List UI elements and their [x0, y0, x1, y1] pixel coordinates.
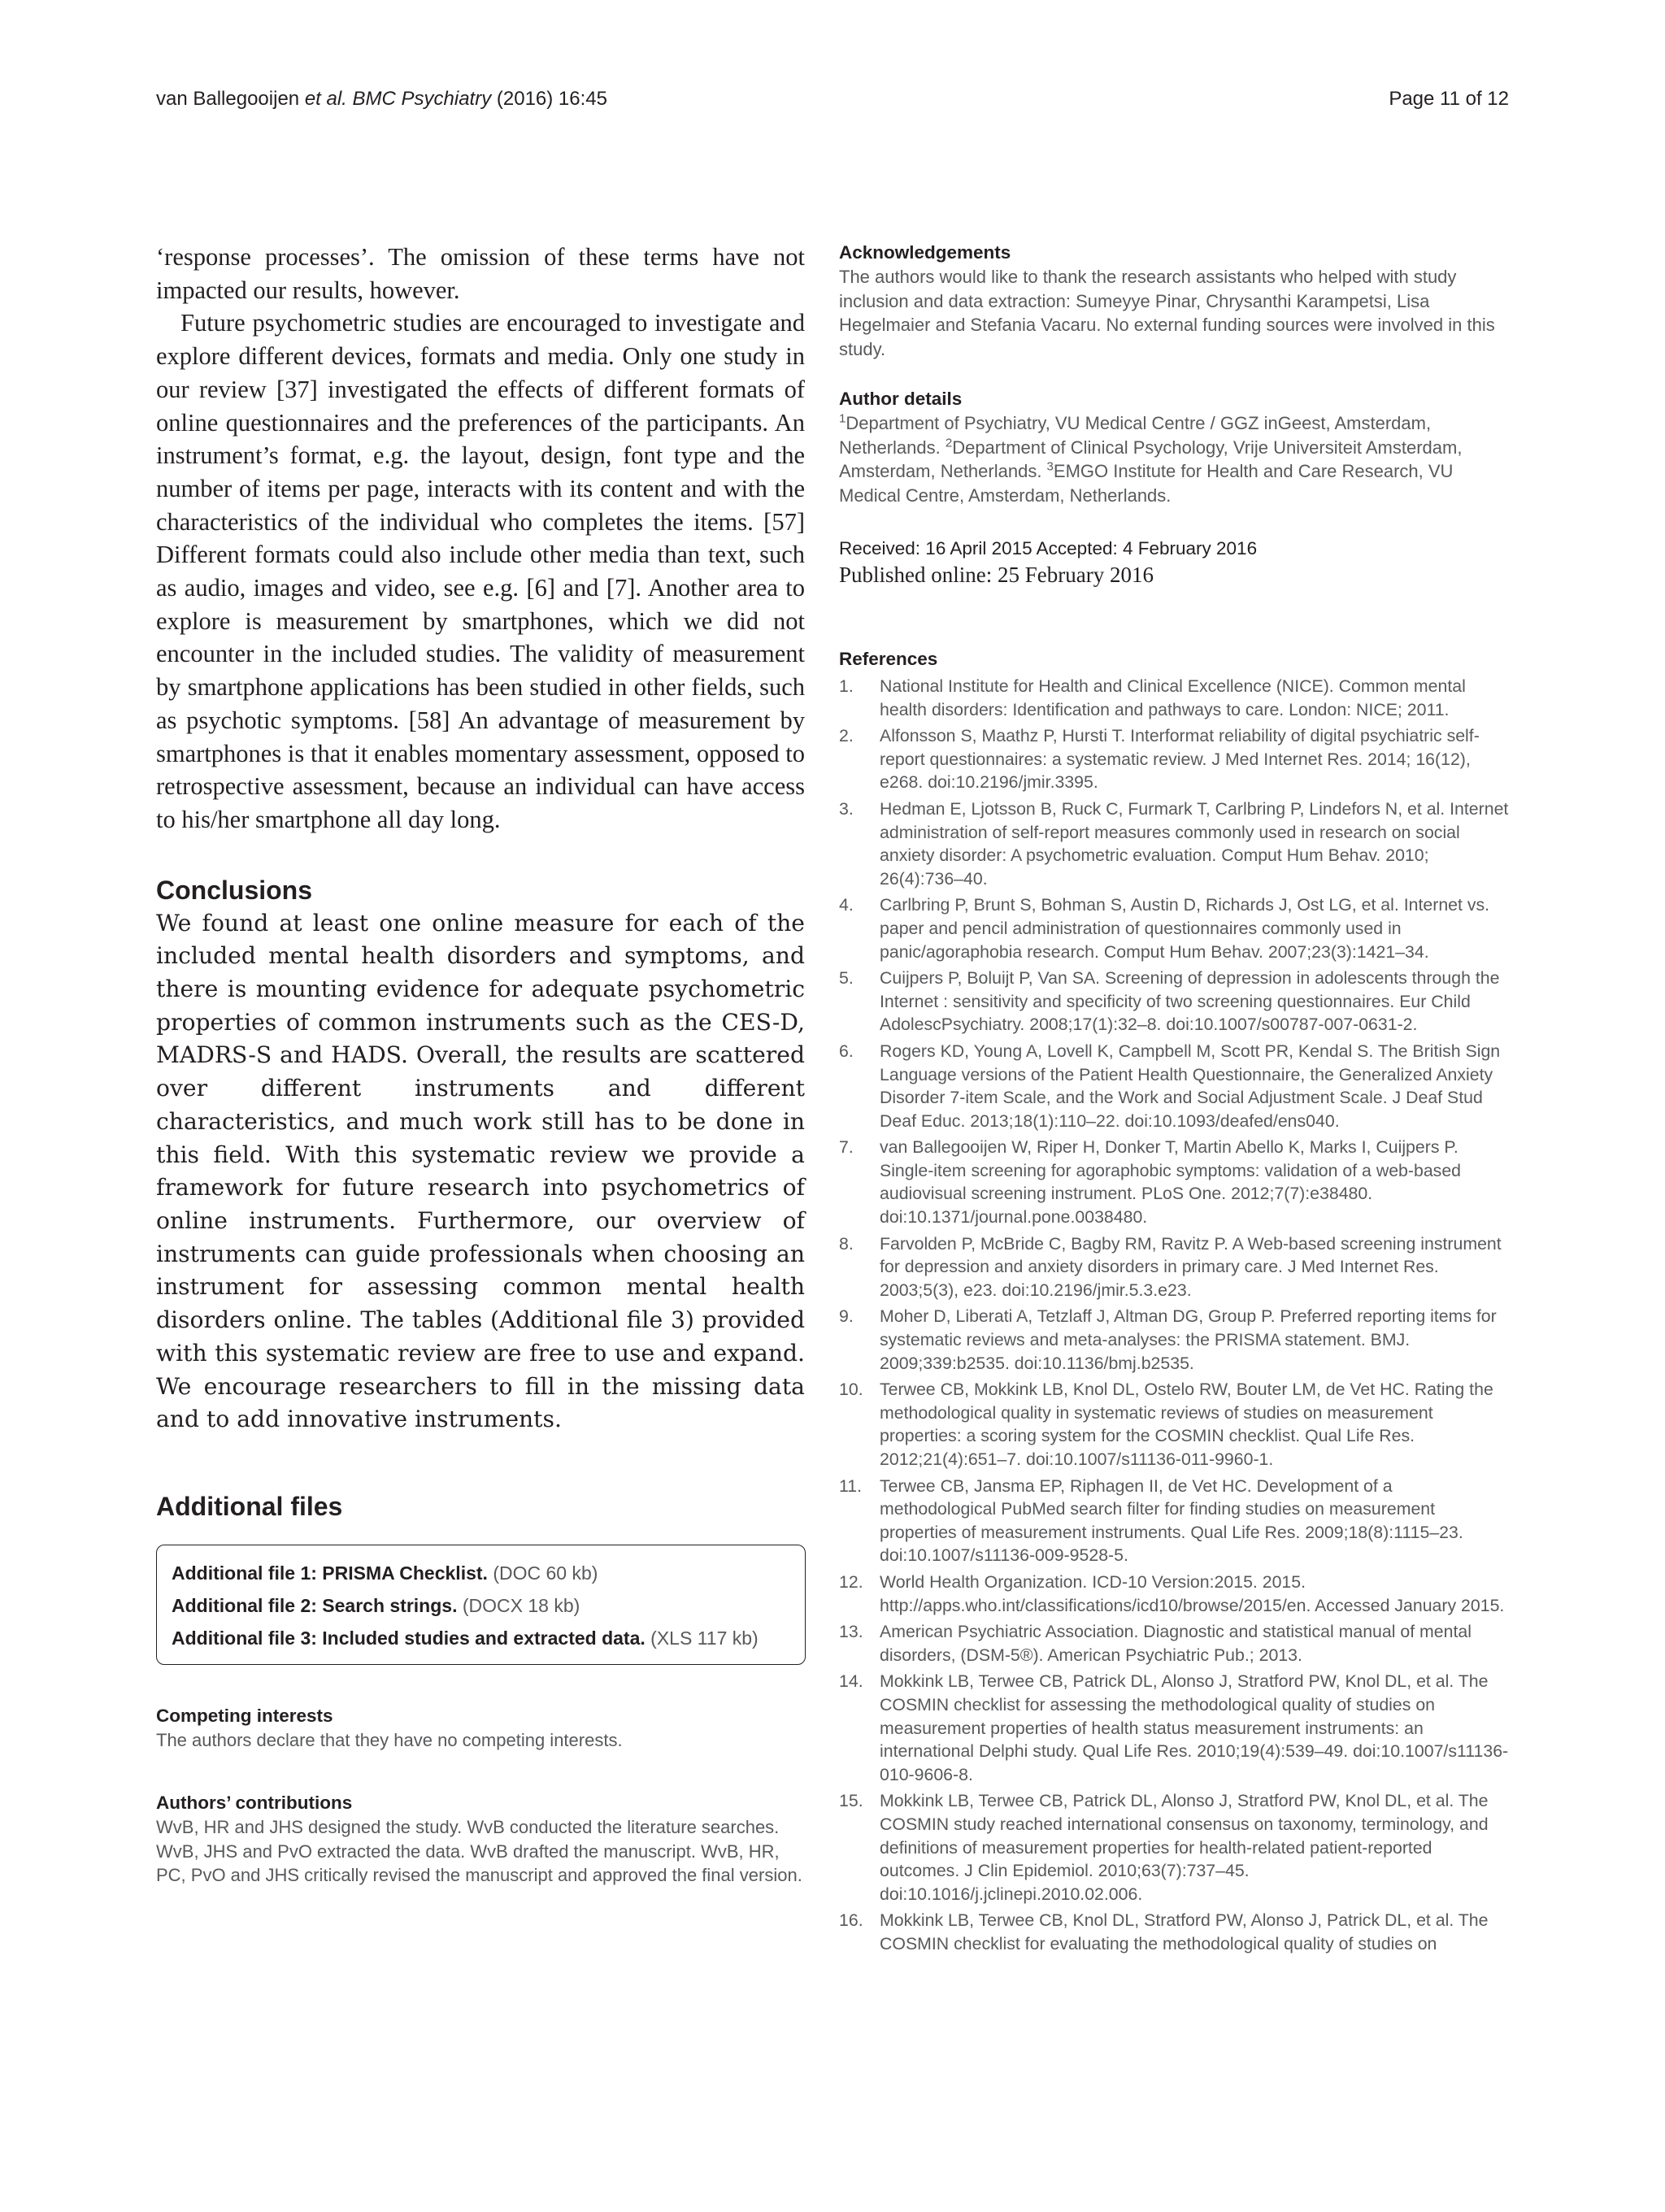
reference-number: 7.: [839, 1137, 854, 1158]
author-details-heading: Author details: [839, 389, 963, 409]
additional-file-label: Additional file 1: PRISMA Checklist.: [172, 1562, 488, 1584]
body-paragraph: Future psychometric studies are encouraged to investigate and explore different devices, formats and media. Only one study in our review [37] investigated the effects of different formats of online questionnaires and the preferences of the participants. An instrument’s format, e.g. the layout, design, font type and the number of items per page, interacts with its content and with the characteristics of the individual who completes the items. [57] Different formats could also include other media than text, such as audio, images and video, see e.g. [6] and [7]. Another area to explore is measurement by smartphones, which we did not encounter in the included studies. The validity of measurement by smartphone applications has been studied in other fields, such as psychotic symptoms. [58] An advantage of measurement by smartphones is that it enables momentary assessment, opposed to retrospective assessment, because an individual can have access to his/her smartphone all day long.: [156, 309, 805, 833]
reference-item: [839, 1232, 1511, 1302]
page-number: Page 11 of 12: [1389, 88, 1509, 110]
authors-contributions-text: WvB, HR and JHS designed the study. WvB conducted the literature searches. WvB, JHS and PvO extracted the data. WvB drafted the manuscript. WvB, HR, PC, PvO and JHS critically revised the manuscript and approved the final version.: [156, 1817, 802, 1886]
reference-item: [839, 1909, 1511, 1955]
body-paragraph: ‘response processes’. The omission of these terms have not impacted our results, however.: [156, 243, 805, 304]
reference-number: 15.: [839, 1791, 863, 1811]
reference-item: [839, 1136, 1511, 1228]
reference-text: van Ballegooijen W, Riper H, Donker T, Martin Abello K, Marks I, Cuijpers P. Single-item screening for agoraphobic symptoms: validation of a web-based audiovisual screening instrument. PLoS One. 2012;7(7):e38480. doi:10.1371/journal.pone.0038480.: [880, 1137, 1462, 1228]
citation-authors: van Ballegooijen: [156, 88, 305, 110]
additional-files-heading: Additional files: [156, 1491, 343, 1521]
affil-sup: 2: [945, 436, 953, 450]
affil-sup: 1: [839, 411, 846, 426]
reference-item: [839, 1475, 1511, 1567]
acknowledgements-text: The authors would like to thank the research assistants who helped with study inclusion and data extraction: Sumeyye Pinar, Chrysanthi Karampetsi, Lisa Hegelmaier and Stefania Vacaru. No external funding sources were involved in this study.: [839, 267, 1495, 359]
reference-item: [839, 1040, 1511, 1132]
right-column: [839, 241, 1511, 1958]
reference-number: 10.: [839, 1380, 863, 1400]
reference-item: [839, 1620, 1511, 1667]
reference-number: 9.: [839, 1306, 854, 1327]
additional-file-meta: (XLS 117 kb): [645, 1627, 759, 1649]
reference-number: 3.: [839, 798, 854, 819]
reference-text: Cuijpers P, Boluijt P, Van SA. Screening of depression in adolescents through the Internet : sensitivity and specificity of two screening questionnaires. Eur Child AdolescPsychiatry. 2008;17(1):32–8. doi:10.1007/s00787-007-0631-2.: [880, 968, 1500, 1035]
reference-number: 6.: [839, 1041, 854, 1061]
left-column: [156, 241, 805, 1888]
reference-number: 1.: [839, 676, 854, 696]
citation-rest: (2016) 16:45: [491, 88, 607, 110]
running-header: [156, 88, 1509, 120]
acknowledgements-heading: Acknowledgements: [839, 242, 1011, 263]
affil-text: EMGO Institute for Health and Care Research, VU Medical Centre, Amsterdam, Netherlands.: [839, 461, 1454, 506]
competing-interests-heading: Competing interests: [156, 1705, 333, 1726]
additional-file-2[interactable]: [172, 1589, 790, 1622]
competing-interests-text: The authors declare that they have no competing interests.: [156, 1729, 623, 1750]
reference-item: [839, 1378, 1511, 1471]
additional-file-label: Additional file 3: Included studies and extracted data.: [172, 1627, 646, 1649]
reference-item: [839, 1789, 1511, 1906]
reference-item: [839, 724, 1511, 794]
reference-text: Terwee CB, Jansma EP, Riphagen II, de Vet HC. Development of a methodological PubMed search filter for finding studies on measurement properties of measurement instruments. Qual Life Res. 2009;18(8):1115–23. doi:10.1007/s11136-009-9528-5.: [880, 1475, 1463, 1566]
citation-etal: et al.: [304, 88, 347, 110]
reference-text: Terwee CB, Mokkink LB, Knol DL, Ostelo RW, Bouter LM, de Vet HC. Rating the methodological quality in systematic reviews of studies on measurement properties: a scoring system for the COSMIN checklist. Qual Life Res. 2012;21(4):651–7. doi:10.1007/s11136-011-9960-1.: [880, 1380, 1493, 1469]
references-heading: References: [839, 649, 938, 669]
conclusions-heading: Conclusions: [156, 875, 313, 905]
author-details-text: [839, 411, 1511, 507]
received-accepted: Received: 16 April 2015 Accepted: 4 February 2016: [839, 538, 1258, 558]
reference-item: [839, 797, 1511, 890]
reference-item: [839, 1305, 1511, 1375]
authors-contributions-heading: Authors’ contributions: [156, 1793, 353, 1814]
reference-number: 12.: [839, 1571, 863, 1592]
additional-file-meta: (DOC 60 kb): [487, 1562, 598, 1584]
affil-sup: 3: [1046, 459, 1054, 474]
affil-text: Department of Clinical Psychology, Vrije Universiteit Amsterdam, Amsterdam, Netherlands.: [839, 437, 1463, 481]
additional-file-1[interactable]: [172, 1557, 790, 1589]
citation-journal: BMC Psychiatry: [352, 88, 492, 110]
reference-text: Alfonsson S, Maathz P, Hursti T. Interformat reliability of digital psychiatric self-report questionnaires: a systematic review. J Med Internet Res. 2014; 16(12), e268. doi:10.2196/jmir.3395.: [880, 726, 1480, 793]
reference-text: Rogers KD, Young A, Lovell K, Campbell M, Scott PR, Kendal S. The British Sign Language versions of the Patient Health Questionnaire, the Generalized Anxiety Disorder 7-item Scale, and the Work and Social Adjustment Scale. J Deaf Stud Deaf Educ. 2013;18(1):110–22. doi:10.1093/deafed/ens040.: [880, 1041, 1501, 1131]
additional-files-box: [156, 1545, 806, 1665]
reference-number: 2.: [839, 726, 854, 746]
additional-file-3[interactable]: [172, 1622, 790, 1654]
reference-number: 5.: [839, 968, 854, 989]
additional-file-meta: (DOCX 18 kb): [457, 1594, 580, 1616]
affil-text: Department of Psychiatry, VU Medical Centre / GGZ inGeest, Amsterdam, Netherlands.: [839, 413, 1432, 458]
reference-text: Hedman E, Ljotsson B, Ruck C, Furmark T, Carlbring P, Lindefors N, et al. Internet administration of self-report measures commonly used in research on social anxiety disorder: A psychometric evaluation. Comput Hum Behav. 2010; 26(4):736–40.: [880, 798, 1509, 889]
conclusions-text: We found at least one online measure for each of the included mental health disorders and symptoms, and there is mounting evidence for adequate psychometric properties of common instruments such as the CES-D, MADRS-S and HADS. Overall, the results are scattered over different instruments and different characteristics, and much work still has to be done in this field. With this systematic review we provide a framework for future research into psychometrics of online instruments. Furthermore, our overview of instruments can guide professionals when choosing an instrument for assessing common mental health disorders online. The tables (Additional file 3) provided with this systematic review are free to use and expand. We encourage researchers to fill in the missing data and to add innovative instruments.: [156, 909, 805, 1433]
reference-text: World Health Organization. ICD-10 Version:2015. 2015. http://apps.who.int/classifications/icd10/browse/2015/en. Accessed January 2015.: [880, 1571, 1505, 1615]
reference-item: [839, 893, 1511, 963]
reference-item: [839, 1670, 1511, 1786]
reference-number: 13.: [839, 1622, 863, 1642]
reference-text: Farvolden P, McBride C, Bagby RM, Ravitz P. A Web-based screening instrument for depression and anxiety disorders in primary care. J Med Internet Res. 2003;5(3), e23. doi:10.2196/jmir.5.3.e23.: [880, 1233, 1502, 1300]
reference-text: Mokkink LB, Terwee CB, Patrick DL, Alonso J, Stratford PW, Knol DL, et al. The COSMIN checklist for assessing the methodological quality of studies on measurement properties of health status measurement instruments: an international Delphi study. Qual Life Res. 2010;19(4):539–49. doi:10.1007/s11136-010-9606-8.: [880, 1671, 1509, 1784]
reference-item: [839, 675, 1511, 721]
reference-number: 11.: [839, 1475, 863, 1496]
reference-text: American Psychiatric Association. Diagnostic and statistical manual of mental disorders, (DSM-5®). American Psychiatric Pub.; 2013.: [880, 1622, 1472, 1665]
reference-number: 4.: [839, 895, 854, 915]
published-online: Published online: 25 February 2016: [839, 563, 1154, 587]
reference-text: National Institute for Health and Clinical Excellence (NICE). Common mental health disorders: Identification and pathways to care. London: NICE; 2011.: [880, 676, 1466, 719]
reference-text: Carlbring P, Brunt S, Bohman S, Austin D, Richards J, Ost LG, et al. Internet vs. paper and pencil administration of questionnaires commonly used in panic/agoraphobia research. Comput Hum Behav. 2007;23(3):1421–34.: [880, 895, 1490, 962]
reference-text: Moher D, Liberati A, Tetzlaff J, Altman DG, Group P. Preferred reporting items for systematic reviews and meta-analyses: the PRISMA statement. BMJ. 2009;339:b2535. doi:10.1136/bmj.b2535.: [880, 1306, 1497, 1373]
additional-file-label: Additional file 2: Search strings.: [172, 1594, 458, 1616]
reference-number: 8.: [839, 1233, 854, 1254]
reference-text: Mokkink LB, Terwee CB, Knol DL, Stratford PW, Alonso J, Patrick DL, et al. The COSMIN checklist for evaluating the methodological quality of studies on: [880, 1910, 1489, 1953]
reference-item: [839, 967, 1511, 1036]
reference-number: 16.: [839, 1910, 863, 1931]
citation-line: [156, 88, 607, 111]
reference-text: Mokkink LB, Terwee CB, Patrick DL, Alonso J, Stratford PW, Knol DL, et al. The COSMIN study reached international consensus on taxonomy, terminology, and definitions of measurement properties for health-related patient-reported outcomes. J Clin Epidemiol. 2010;63(7):737–45. doi:10.1016/j.jclinepi.2010.02.006.: [880, 1791, 1489, 1904]
reference-item: [839, 1571, 1511, 1617]
references-list: [839, 675, 1511, 1955]
reference-number: 14.: [839, 1671, 863, 1692]
